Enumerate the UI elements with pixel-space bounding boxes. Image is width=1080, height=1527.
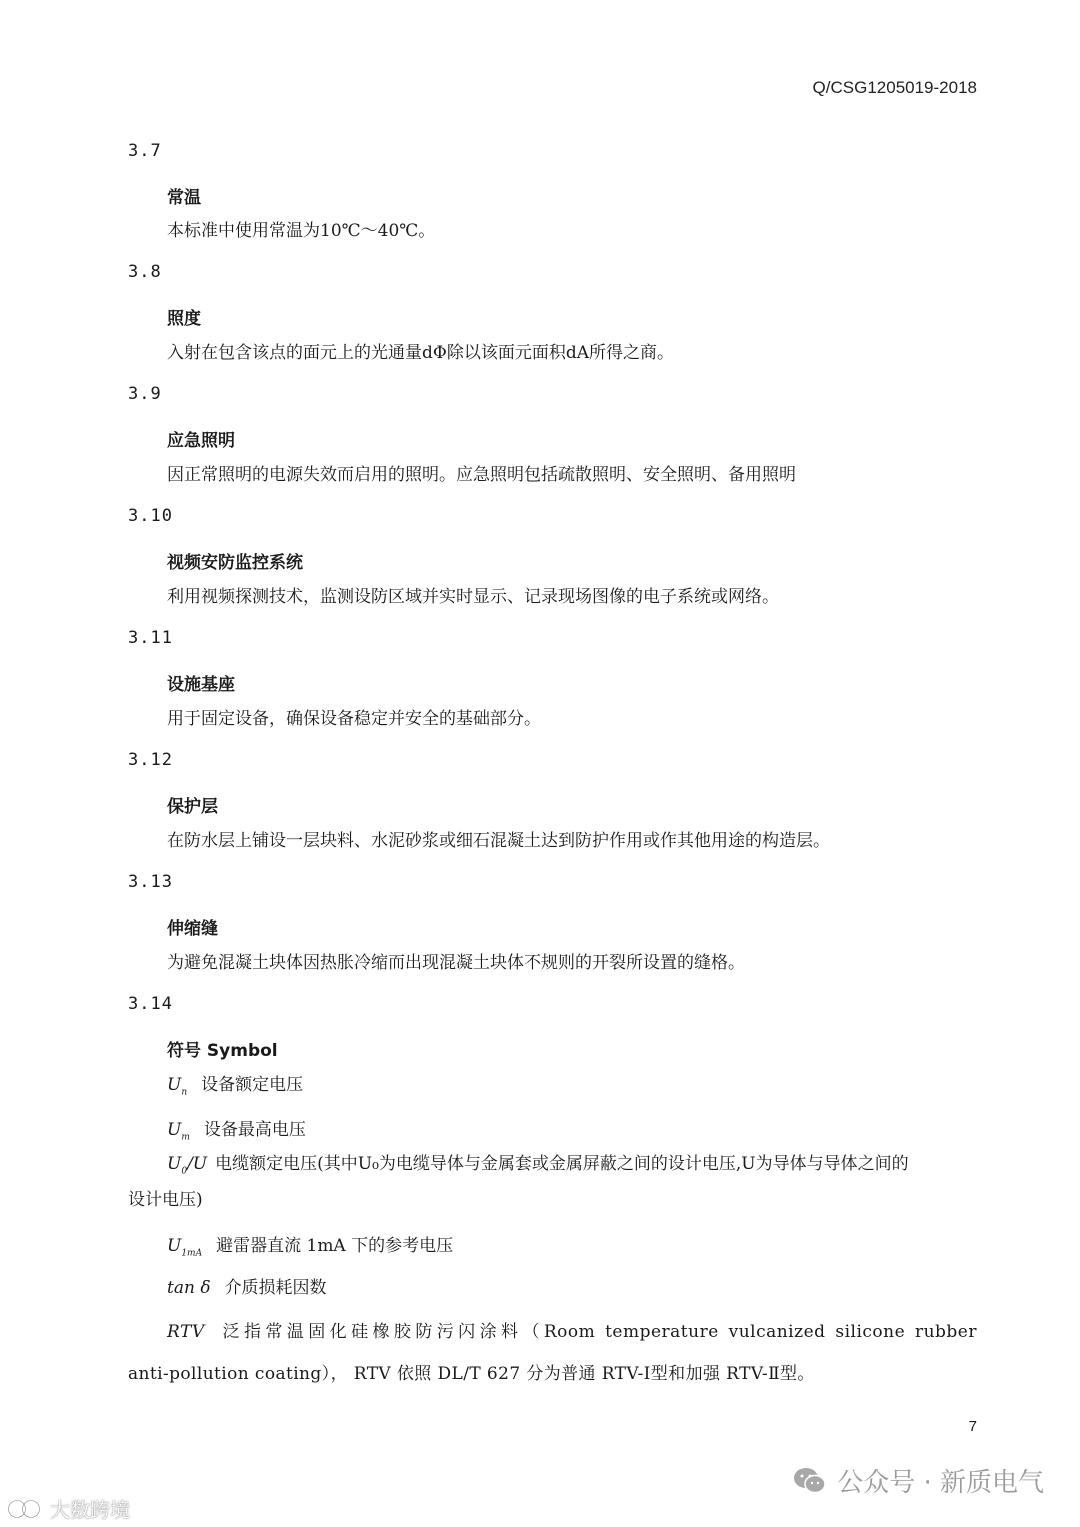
- section-number: 3.12: [128, 750, 173, 770]
- section-definition: 因正常照明的电源失效而启用的照明。应急照明包括疏散照明、安全照明、备用照明: [167, 465, 796, 485]
- section-number: 3.10: [128, 506, 173, 526]
- section-term: 照度: [167, 309, 201, 329]
- cc-logo-icon: [6, 1498, 44, 1520]
- symbol-description: 介质损耗因数: [224, 1278, 327, 1298]
- section-term: 视频安防监控系统: [167, 553, 303, 573]
- section-number: 3.11: [128, 628, 173, 648]
- watermark-wechat: [793, 1462, 1044, 1499]
- section-definition: 本标准中使用常温为10℃～40℃。: [167, 221, 436, 241]
- symbol: $U_m$: [167, 1120, 190, 1143]
- symbol: $U_n$: [167, 1075, 188, 1098]
- section-term: 保护层: [167, 797, 218, 817]
- symbol-row: [167, 1317, 977, 1342]
- watermark-text: 公众号 · 新质电气: [837, 1468, 1044, 1498]
- symbol-row: [167, 1149, 909, 1176]
- watermark-brand-text: 大数跨境: [50, 1498, 130, 1522]
- section-number: 3.7: [128, 141, 162, 161]
- symbol-description-continued: 设计电压): [128, 1190, 203, 1210]
- symbol: $U_0/U$: [167, 1154, 208, 1177]
- symbol-row: [167, 1070, 303, 1097]
- symbols-heading: 符号 Symbol: [167, 1041, 278, 1061]
- section-term: 常温: [167, 188, 201, 208]
- symbol: RTV: [167, 1322, 205, 1342]
- symbol-description: 电缆额定电压(其中U₀为电缆导体与金属套或金属屏蔽之间的设计电压,U为导体与导体之间的: [215, 1154, 909, 1174]
- section-definition: 为避免混凝土块体因热胀冷缩而出现混凝土块体不规则的开裂所设置的缝格。: [167, 953, 745, 973]
- symbol-row: [167, 1115, 306, 1142]
- section-definition: 在防水层上铺设一层块料、水泥砂浆或细石混凝土达到防护作用或作其他用途的构造层。: [167, 831, 830, 851]
- wechat-icon: [793, 1467, 827, 1495]
- symbol-description: 避雷器直流 1mA 下的参考电压: [216, 1236, 454, 1256]
- page-number: 7: [968, 1418, 977, 1435]
- document-code: Q/CSG1205019-2018: [812, 78, 977, 97]
- symbol-description: 设备最高电压: [203, 1120, 306, 1140]
- watermark-brand: [6, 1494, 130, 1523]
- section-number: 3.9: [128, 384, 162, 404]
- symbol: tan δ: [167, 1278, 211, 1298]
- section-number: 3.14: [128, 994, 173, 1014]
- symbol-description: 设备额定电压: [201, 1075, 304, 1095]
- symbol: $U_{1mA}$: [167, 1236, 203, 1259]
- section-term: 应急照明: [167, 431, 235, 451]
- section-definition: 利用视频探测技术，监测设防区域并实时显示、记录现场图像的电子系统或网络。: [167, 587, 779, 607]
- symbol-description: 泛指常温固化硅橡胶防污闪涂料（Room temperature vulcanized silicone rubber: [218, 1322, 977, 1342]
- section-term: 伸缩缝: [167, 919, 218, 939]
- section-number: 3.13: [128, 872, 173, 892]
- symbol-row: [167, 1273, 327, 1298]
- section-term: 设施基座: [167, 675, 235, 695]
- symbol-description-continued: anti-pollution coating）， RTV 依照 DL/T 627 分为普通 RTV-Ⅰ型和加强 RTV-Ⅱ型。: [128, 1364, 815, 1384]
- section-number: 3.8: [128, 262, 162, 282]
- symbol-row: [167, 1231, 453, 1258]
- section-definition: 用于固定设备，确保设备稳定并安全的基础部分。: [167, 709, 541, 729]
- section-definition: 入射在包含该点的面元上的光通量dΦ除以该面元面积dA所得之商。: [167, 343, 674, 363]
